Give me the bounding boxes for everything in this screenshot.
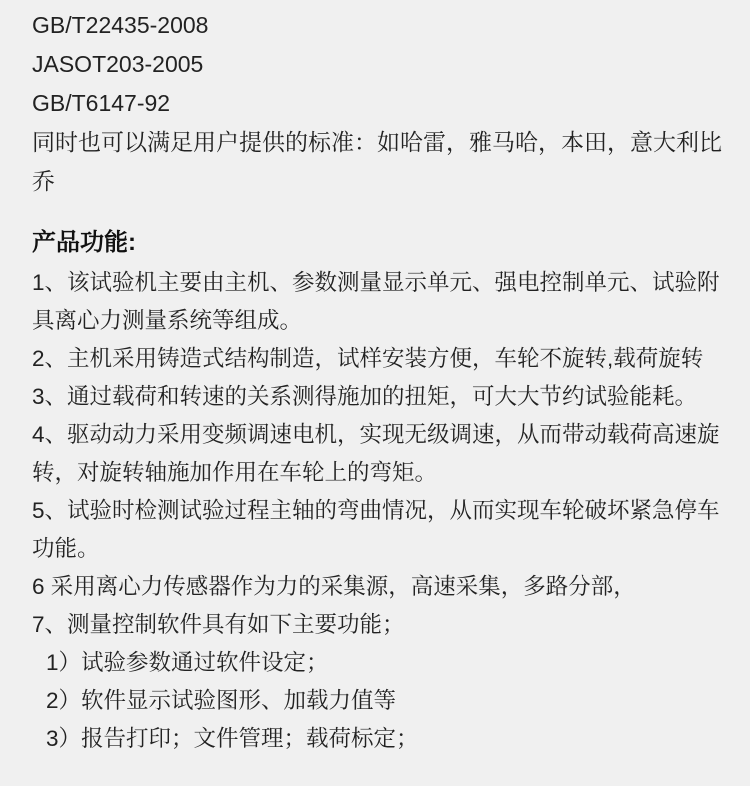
- product-function-list: [32, 264, 730, 758]
- list-item: 1、该试验机主要由主机、参数测量显示单元、强电控制单元、试验附具离心力测量系统等组成。: [32, 270, 720, 333]
- list-item: 4、驱动动力采用变频调速电机，实现无级调速，从而带动载荷高速旋转，对旋转轴施加作用在车轮上的弯矩。: [32, 422, 720, 485]
- list-item: 3、通过载荷和转速的关系测得施加的扭矩，可大大节约试验能耗。: [32, 384, 698, 409]
- list-item: 2）软件显示试验图形、加载力值等: [46, 688, 397, 713]
- list-item: 6 采用离心力传感器作为力的采集源，高速采集，多路分部，: [32, 574, 636, 599]
- standards-list: [32, 6, 730, 123]
- list-item: 3）报告打印；文件管理；载荷标定；: [46, 726, 419, 751]
- standards-note: 同时也可以满足用户提供的标准：如哈雷，雅马哈，本田，意大利比乔: [32, 129, 722, 194]
- standard-code: JASOT203-2005: [32, 51, 204, 77]
- list-item: 1）试验参数通过软件设定；: [46, 650, 329, 675]
- section-title-product-functions: 产品功能:: [32, 229, 136, 256]
- list-item: 5、试验时检测试验过程主轴的弯曲情况，从而实现车轮破坏紧急停车功能。: [32, 498, 720, 561]
- list-item: 7、测量控制软件具有如下主要功能；: [32, 612, 405, 637]
- list-item: 2、主机采用铸造式结构制造，试样安装方便，车轮不旋转,载荷旋转: [32, 346, 704, 371]
- standard-code: GB/T22435-2008: [32, 12, 209, 38]
- standard-code: GB/T6147-92: [32, 90, 171, 116]
